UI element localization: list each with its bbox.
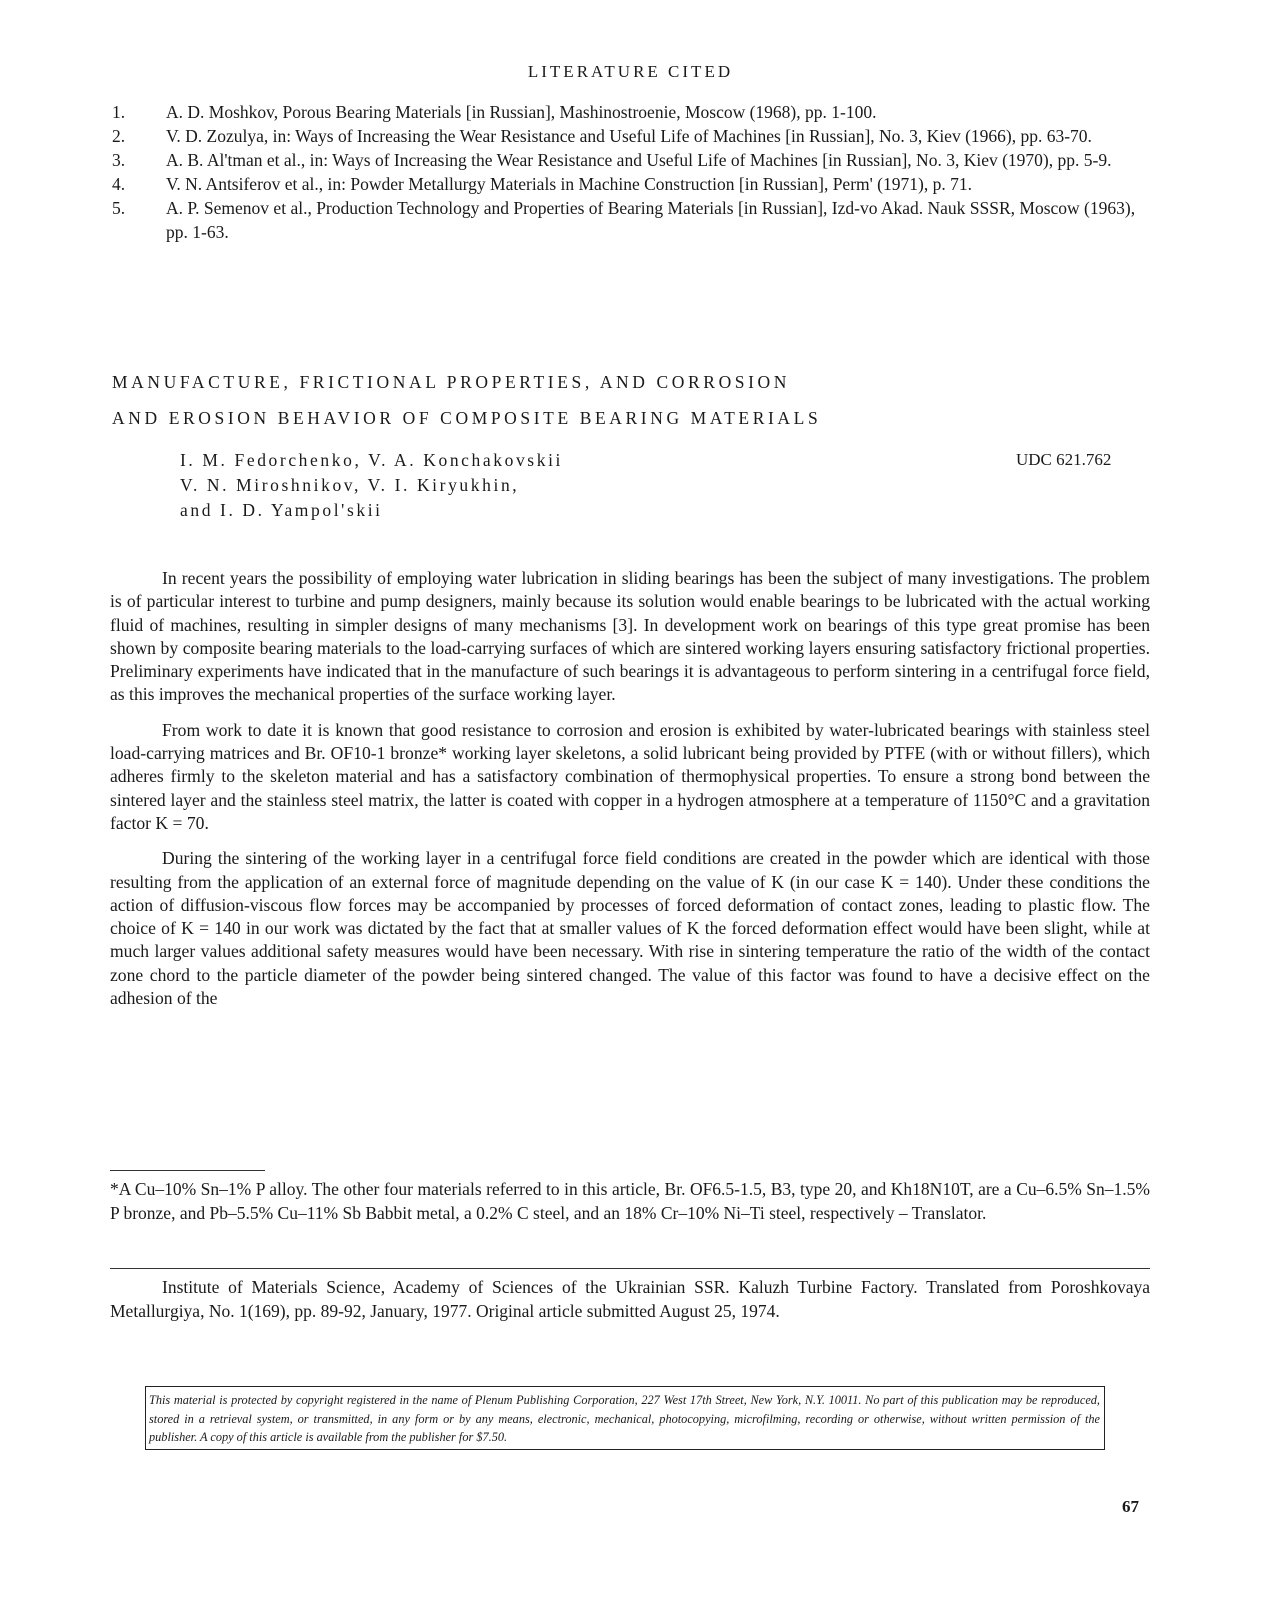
footnote-divider [110,1170,265,1171]
article-body [110,567,1150,1022]
reference-item [112,148,1152,172]
body-paragraph: From work to date it is known that good resistance to corrosion and erosion is exhibited by water-lubricated bearings with stainless steel load-carrying matrices and Br. OF10-1 bronze* working layer skeletons, a solid lubricant being provided by PTFE (with or without fillers), which adheres firmly to the skeleton material and has a satisfactory combination of thermophysical properties. To ensure a strong bond between the sintered layer and the stainless steel matrix, the latter is coated with copper in a hydrogen atmosphere at a temperature of 1150°C and a gravitation factor K = 70. [110,719,1150,833]
page-number: 67 [1122,1497,1139,1516]
article-title-line: AND EROSION BEHAVIOR OF COMPOSITE BEARING MATERIALS [112,408,822,428]
reference-number: 4. [112,174,126,194]
reference-number: 2. [112,126,126,146]
article-title-line: MANUFACTURE, FRICTIONAL PROPERTIES, AND CORROSION [112,372,791,392]
udc-code: UDC 621.762 [1016,450,1112,469]
reference-number: 5. [112,198,126,218]
reference-item [112,100,1152,124]
reference-text: A. B. Al'tman et al., in: Ways of Increasing the Wear Resistance and Useful Life of Machines [in Russian], No. 3, Kiev (1970), pp. 5-9. [166,150,1112,170]
reference-text: A. P. Semenov et al., Production Technology and Properties of Bearing Materials [in Russian], Izd-vo Akad. Nauk SSSR, Moscow (1963), pp. 1-63. [166,198,1136,242]
reference-number: 3. [112,150,126,170]
reference-item [112,124,1152,148]
body-paragraph: During the sintering of the working layer in a centrifugal force field conditions are created in the powder which are identical with those resulting from the application of an external force of magnitude depending on the value of K (in our case K = 140). Under these conditions the action of diffusion-viscous flow forces may be accompanied by processes of forced deformation of contact zones, leading to plastic flow. The choice of K = 140 in our work was dictated by the fact that at smaller values of K the forced deformation effect would have been slight, while at much larger values additional safety measures would have been necessary. With rise in sintering temperature the ratio of the width of the contact zone chord to the particle diameter of the powder being sintered changed. The value of this factor was found to have a decisive effect on the adhesion of the [110,848,1150,1009]
author-list [180,448,800,523]
affiliation-note: Institute of Materials Science, Academy of Sciences of the Ukrainian SSR. Kaluzh Turbine Factory. Translated from Poroshkovaya Metallurgiya, No. 1(169), pp. 89-92, January, 1977. Original article submitted August 25, 1974. [110,1277,1150,1321]
copyright-notice: This material is protected by copyright registered in the name of Plenum Publishing Corporation, 227 West 17th Street, New York, N.Y. 10011. No part of this publication may be reproduced, stored in a retrieval system, or transmitted, in any form or by any means, electronic, mechanical, photocopying, microfilming, recording or otherwise, without written permission of the publisher. A copy of this article is available from the publisher for $7.50. [145,1386,1105,1450]
literature-cited-heading: LITERATURE CITED [527,62,734,81]
reference-number: 1. [112,102,126,122]
author-line: I. M. Fedorchenko, V. A. Konchakovskii [180,450,563,470]
footnote: *A Cu–10% Sn–1% P alloy. The other four materials referred to in this article, Br. OF6.5-1.5, B3, type 20, and Kh18N10T, are a Cu–6.5% Sn–1.5% P bronze, and Pb–5.5% Cu–11% Sb Babbit metal, a 0.2% C steel, and an 18% Cr–10% Ni–Ti steel, respectively – Translator. [110,1179,1150,1223]
reference-text: V. D. Zozulya, in: Ways of Increasing the Wear Resistance and Useful Life of Machines [in Russian], No. 3, Kiev (1966), pp. 63-70. [166,126,1092,146]
body-paragraph: In recent years the possibility of employing water lubrication in sliding bearings has been the subject of many investigations. The problem is of particular interest to turbine and pump designers, mainly because its solution would enable bearings to be lubricated with the actual working fluid of machines, resulting in simpler designs of many mechanisms [3]. In development work on bearings of this type great promise has been shown by composite bearing materials to the load-carrying surfaces of which are sintered working layers ensuring satisfactory frictional properties. Preliminary experiments have indicated that in the manufacture of such bearings it is advantageous to perform sintering in a centrifugal force field, as this improves the mechanical properties of the surface working layer. [110,568,1150,705]
affiliation-divider [110,1268,1150,1269]
author-line: and I. D. Yampol'skii [180,500,383,520]
reference-list [112,100,1152,244]
reference-item [112,196,1152,244]
reference-text: V. N. Antsiferov et al., in: Powder Metallurgy Materials in Machine Construction [in Russian], Perm' (1971), p. 71. [166,174,972,194]
reference-item [112,172,1152,196]
author-line: V. N. Miroshnikov, V. I. Kiryukhin, [180,475,520,495]
article-title [112,364,1072,436]
reference-text: A. D. Moshkov, Porous Bearing Materials [in Russian], Mashinostroenie, Moscow (1968), pp. 1-100. [166,102,877,122]
